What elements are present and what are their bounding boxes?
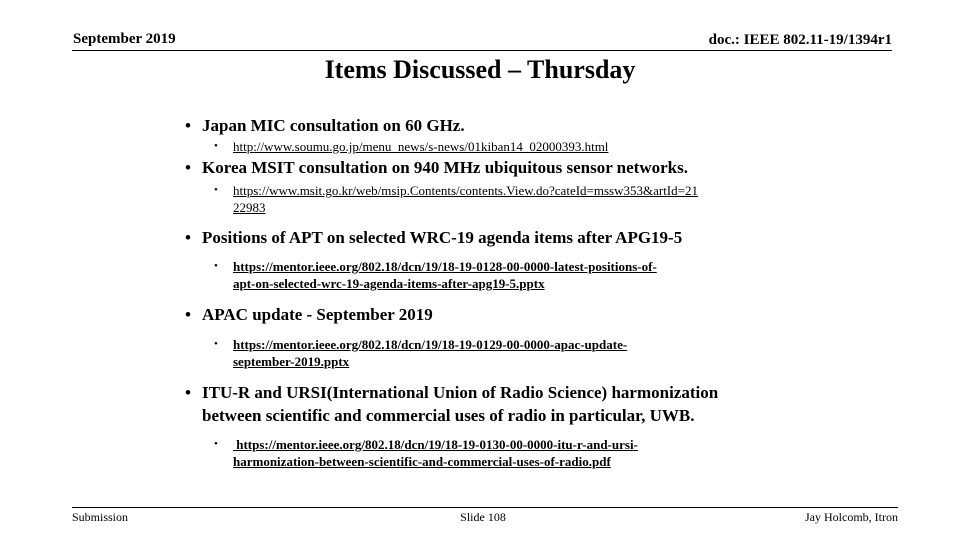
link-japan-mic[interactable]: [214, 138, 814, 155]
header-date: September 2019: [73, 31, 176, 47]
bullet-text-line-2: between scientific and commercial uses of radio in particular, UWB.: [202, 406, 695, 425]
bullet-apac-update: [185, 303, 845, 326]
bullet-text-line-1: ITU-R and URSI(International Union of Radio Science) harmonization: [202, 383, 719, 402]
link-itu-ursi[interactable]: [214, 436, 814, 470]
link-text[interactable]: https://mentor.ieee.org/802.18/dcn/19/18-19-0130-00-0000-itu-r-and-ursi-: [233, 437, 638, 452]
bullet-text: APAC update - September 2019: [202, 305, 433, 324]
link-text-cont[interactable]: september-2019.pptx: [233, 354, 350, 369]
footer-slide-number: Slide 108: [460, 510, 506, 524]
bullet-text: Japan MIC consultation on 60 GHz.: [202, 116, 465, 135]
link-text-cont[interactable]: apt-on-selected-wrc-19-agenda-items-after-apg19-5.pptx: [233, 276, 545, 291]
sub-bullet-dot: •: [214, 438, 218, 450]
sub-bullet-dot: •: [214, 140, 218, 152]
sub-bullet-dot: •: [214, 338, 218, 350]
bullet-dot: •: [185, 158, 191, 177]
header-doc-id: doc.: IEEE 802.11-19/1394r1: [708, 32, 892, 48]
bullet-dot: •: [185, 116, 191, 135]
bullet-dot: •: [185, 383, 191, 402]
bullet-dot: •: [185, 305, 191, 324]
bullet-japan-mic: [185, 114, 845, 137]
link-text-cont[interactable]: harmonization-between-scientific-and-commercial-uses-of-radio.pdf: [233, 454, 611, 469]
slide-title: Items Discussed – Thursday: [324, 55, 636, 84]
link-text-cont[interactable]: 22983: [233, 200, 266, 215]
header-rule: [72, 50, 892, 51]
link-text[interactable]: https://www.msit.go.kr/web/msip.Contents/contents.View.do?cateId=mssw353&artId=21: [233, 183, 698, 198]
bullet-itu-ursi: [185, 381, 845, 427]
bullet-korea-msit: [185, 156, 845, 179]
bullet-text: Korea MSIT consultation on 940 MHz ubiquitous sensor networks.: [202, 158, 688, 177]
bullet-apt-positions: [185, 226, 845, 249]
link-text[interactable]: http://www.soumu.go.jp/menu_news/s-news/01kiban14_02000393.html: [233, 139, 609, 154]
link-korea-msit[interactable]: [214, 182, 814, 216]
sub-bullet-dot: •: [214, 260, 218, 272]
link-apt-positions[interactable]: [214, 258, 814, 292]
bullet-text: Positions of APT on selected WRC-19 agenda items after APG19-5: [202, 228, 683, 247]
link-text[interactable]: https://mentor.ieee.org/802.18/dcn/19/18-19-0128-00-0000-latest-positions-of-: [233, 259, 657, 274]
bullet-dot: •: [185, 228, 191, 247]
link-apac-update[interactable]: [214, 336, 814, 370]
footer-submission: Submission: [72, 510, 129, 524]
footer-author: Jay Holcomb, Itron: [805, 510, 898, 524]
link-text[interactable]: https://mentor.ieee.org/802.18/dcn/19/18-19-0129-00-0000-apac-update-: [233, 337, 628, 352]
sub-bullet-dot: •: [214, 184, 218, 196]
footer-rule: [72, 507, 898, 508]
